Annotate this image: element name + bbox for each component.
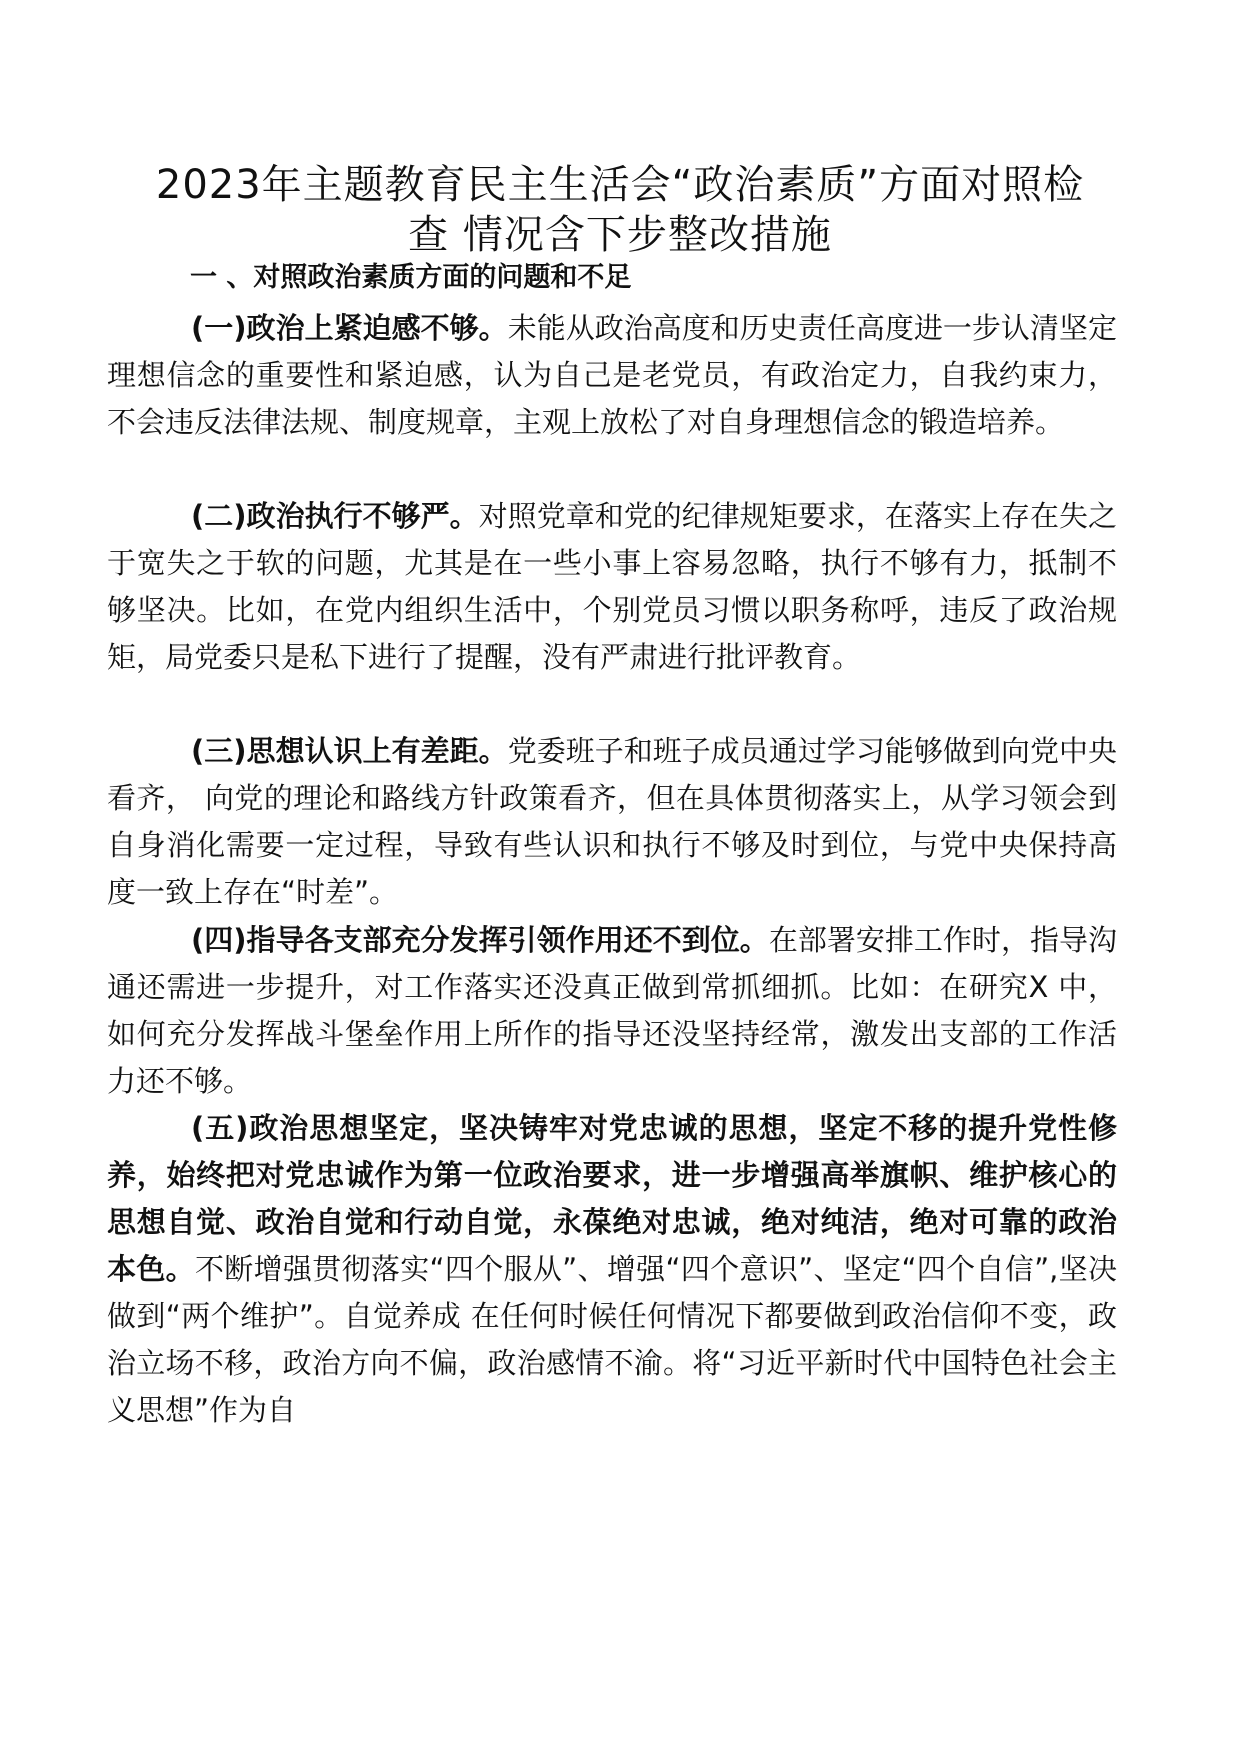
paragraph-body: 不断增强贯彻落实“四个服从”、增强“四个意识”、坚定“四个自信”,坚决做到“两个维护”。自觉养成 在任何时候任何情况下都要做到政治信仰不变，政治立场不移，政治方向不偏，政治感情不渝。将“习近平新时代中国特色社会主义思想”作为自: [107, 1252, 1117, 1427]
paragraph-lead: (五)政治思想坚定，坚决铸牢对党忠诚的思想，坚定不移的提升党性修养，始终把对党忠诚作为第一位政治要求，进一步增强高举旗帜、维护核心的思想自觉、政治自觉和行动自觉，永葆绝对忠诚，绝对纯洁，绝对可靠的政治本色。: [107, 1111, 1117, 1286]
paragraph-1: [107, 305, 1117, 446]
section-heading: 一 、对照政治素质方面的问题和不足: [190, 262, 632, 293]
paragraph-body: 未能从政治高度和历史责任高度进一步认清坚定理想信念的重要性和紧迫感，认为自己是老党员，有政治定力，自我约束力，不会违反法律法规、制度规章，主观上放松了对自身理想信念的锻造培养。: [107, 311, 1117, 439]
paragraph-4: [107, 917, 1117, 1105]
paragraph-lead: (四)指导各支部充分发挥引领作用还不到位。: [191, 923, 769, 957]
paragraph-lead: (一)政治上紧迫感不够。: [191, 311, 508, 345]
paragraph-body: 在部署安排工作时，指导沟通还需进一步提升，对工作落实还没真正做到常抓细抓。比如：在研究X 中，如何充分发挥战斗堡垒作用上所作的指导还没坚持经常，激发出支部的工作活力还不够。: [107, 923, 1117, 1098]
paragraph-5: [107, 1105, 1117, 1434]
paragraph-3: [107, 728, 1117, 916]
paragraph-lead: (三)思想认识上有差距。: [191, 734, 508, 768]
paragraph-body: 党委班子和班子成员通过学习能够做到向党中央看齐， 向党的理论和路线方针政策看齐，但在具体贯彻落实上，从学习领会到自身消化需要一定过程，导致有些认识和执行不够及时到位，与党中央保持高度一致上存在“时差”。: [107, 734, 1117, 909]
title-line-1: 2023年主题教育民主生活会“政治素质”方面对照检: [155, 162, 1085, 208]
paragraph-lead: (二)政治执行不够严。: [191, 499, 479, 533]
title-line-2: 查 情况含下步整改措施: [408, 212, 832, 258]
document-title: [80, 160, 1160, 260]
paragraph-body: 对照党章和党的纪律规矩要求，在落实上存在失之于宽失之于软的问题，尤其是在一些小事上容易忽略，执行不够有力，抵制不够坚决。比如，在党内组织生活中，个别党员习惯以职务称呼，违反了政治规矩，局党委只是私下进行了提醒，没有严肃进行批评教育。: [107, 499, 1117, 674]
paragraph-2: [107, 493, 1117, 681]
